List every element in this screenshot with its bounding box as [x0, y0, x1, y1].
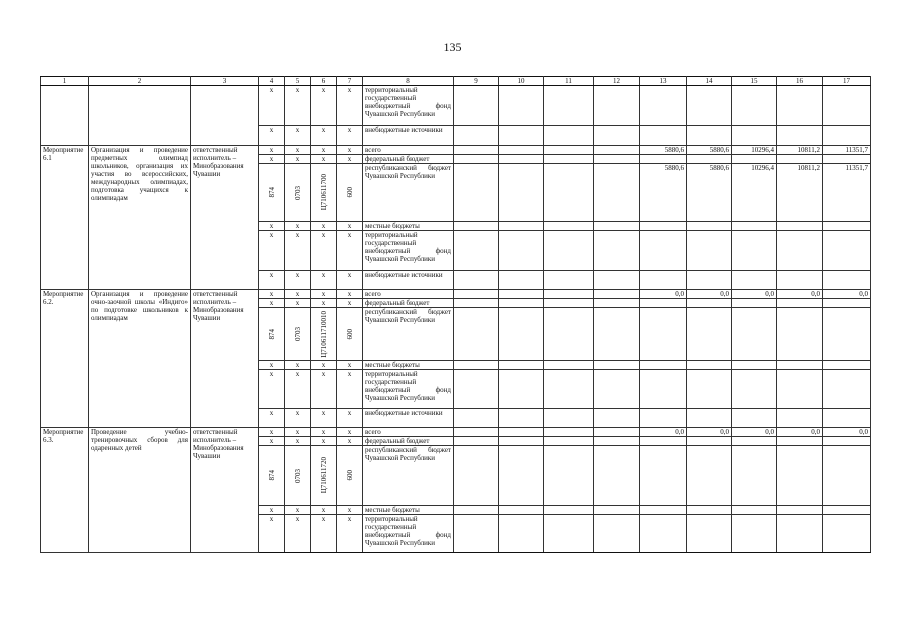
activity-description: Проведение учебно-тренировочных сборов для одаренных детей: [89, 428, 191, 553]
source-label: территориальный государственный внебюджетный фонд Чувашской Республики: [363, 370, 454, 409]
value-cell: 5880,6: [687, 146, 732, 155]
source-label: федеральный бюджет: [363, 299, 454, 308]
source-label: всего: [363, 146, 454, 155]
value-cell: 0,0: [732, 428, 777, 437]
value-cell: 0,0: [823, 428, 871, 437]
grbs-code: 874: [267, 187, 276, 198]
table-row: x x x x территориальный государственный внебюджетный фонд Чувашской Республики: [41, 231, 871, 271]
table-row: x x x x местные бюджеты: [41, 361, 871, 370]
value-cell: 11351,7: [823, 164, 871, 222]
value-cell: 11351,7: [823, 146, 871, 155]
source-label: федеральный бюджет: [363, 155, 454, 164]
value-cell: 0,0: [640, 428, 687, 437]
activity-name: Мероприятие 6.1: [41, 146, 89, 290]
source-label: территориальный государственный внебюджетный фонд Чувашской Республики: [363, 231, 454, 271]
expense-type-code: 600: [345, 328, 354, 340]
value-cell: 0,0: [687, 428, 732, 437]
value-cell: 5880,6: [640, 164, 687, 222]
section-code: 0703: [293, 468, 302, 483]
header-cell: 13: [640, 77, 687, 86]
header-cell: 6: [311, 77, 337, 86]
header-cell: 4: [259, 77, 285, 86]
executor: ответственный исполнитель – Минобразования Чувашии: [191, 146, 259, 290]
section-code: 0703: [293, 185, 302, 200]
value-cell: 5880,6: [687, 164, 732, 222]
table-row: x x x x федеральный бюджет: [41, 155, 871, 164]
table-row: x x x x внебюджетные источники: [41, 409, 871, 428]
source-label: республиканский бюджет Чувашской Республики: [363, 164, 454, 222]
header-cell: 11: [544, 77, 594, 86]
target-article-code: Ц710611700: [319, 174, 328, 211]
value-cell: 10811,2: [777, 146, 823, 155]
table-row: x x x x внебюджетные источники: [41, 126, 871, 146]
table-row: x x x x местные бюджеты: [41, 222, 871, 231]
value-cell: 10296,4: [732, 146, 777, 155]
source-label: всего: [363, 290, 454, 299]
header-cell: 12: [594, 77, 640, 86]
header-cell: 10: [499, 77, 544, 86]
header-cell: 14: [687, 77, 732, 86]
source-label: местные бюджеты: [363, 222, 454, 231]
source-label: внебюджетные источники: [363, 409, 454, 428]
table-row: x x x x федеральный бюджет: [41, 299, 871, 308]
value-cell: 0,0: [640, 290, 687, 299]
page-number: 135: [443, 40, 462, 54]
header-cell: 17: [823, 77, 871, 86]
target-article-code: Ц710611710010: [319, 310, 328, 358]
value-cell: 0,0: [823, 290, 871, 299]
header-cell: 5: [285, 77, 311, 86]
header-cell: 7: [337, 77, 363, 86]
table-row: x x x x территориальный государственный внебюджетный фонд Чувашской Республики: [41, 515, 871, 553]
header-cell: 16: [777, 77, 823, 86]
header-row: [41, 77, 871, 86]
value-cell: 0,0: [777, 428, 823, 437]
table-row: x x x x местные бюджеты: [41, 506, 871, 515]
expense-type-code: 600: [345, 470, 354, 481]
activity-description: Организация и проведение очно-заочной школы «Индиго» по подготовке школьников к олимпиадам: [89, 290, 191, 428]
header-cell: 8: [363, 77, 454, 86]
program-table: [40, 76, 871, 553]
expense-type-code: 600: [345, 187, 354, 198]
activity-name: Мероприятие 6.3.: [41, 428, 89, 553]
executor: ответственный исполнитель – Минобразования Чувашии: [191, 290, 259, 428]
table-row: Мероприятие 6.2. Организация и проведение очно-заочной школы «Индиго» по подготовке школьников к олимпиадам ответственный исполнитель – Минобразования Чувашии x x x x всего 0,0 0,0 0,0 0,0 0,0: [41, 290, 871, 299]
source-label: территориальный государственный внебюджетный фонд Чувашской Республики: [363, 86, 454, 126]
source-label: внебюджетные источники: [363, 271, 454, 290]
grbs-code: 874: [267, 328, 276, 340]
header-cell: 3: [191, 77, 259, 86]
source-label: федеральный бюджет: [363, 437, 454, 446]
header-cell: 2: [89, 77, 191, 86]
grbs-code: 874: [267, 470, 276, 481]
source-label: местные бюджеты: [363, 506, 454, 515]
source-label: республиканский бюджет Чувашской Республики: [363, 446, 454, 506]
activity-name: Мероприятие 6.2.: [41, 290, 89, 428]
value-cell: 5880,6: [640, 146, 687, 155]
activity-description: Организация и проведение предметных олимпиад школьников, организация их участия во всероссийских, международных олимпиадах, подготовка учащихся к олимпиадам: [89, 146, 191, 290]
value-cell: 10811,2: [777, 164, 823, 222]
header-cell: 9: [454, 77, 499, 86]
source-label: внебюджетные источники: [363, 126, 454, 146]
header-cell: 15: [732, 77, 777, 86]
value-cell: 10296,4: [732, 164, 777, 222]
value-cell: 0,0: [777, 290, 823, 299]
table-row: x x x x территориальный государственный внебюджетный фонд Чувашской Республики: [41, 370, 871, 409]
source-label: местные бюджеты: [363, 361, 454, 370]
value-cell: 0,0: [687, 290, 732, 299]
table-row: x x x x территориальный государственный внебюджетный фонд Чувашской Республики: [41, 86, 871, 126]
source-label: всего: [363, 428, 454, 437]
target-article-code: Ц710611720: [319, 457, 328, 494]
table-row: x x x x федеральный бюджет: [41, 437, 871, 446]
table-row: x x x x внебюджетные источники: [41, 271, 871, 290]
source-label: республиканский бюджет Чувашской Республики: [363, 308, 454, 361]
table-row: Мероприятие 6.1 Организация и проведение предметных олимпиад школьников, организация их участия во всероссийских, международных олимпиадах, подготовка учащихся к олимпиадам ответственный исполнитель – Минобразования Чувашии x x x x всего 5880,6 5880,6 10296,4 10811,2 11351,7: [41, 146, 871, 155]
table-row: Мероприятие 6.3. Проведение учебно-тренировочных сборов для одаренных детей ответственный исполнитель – Минобразования Чувашии x x x x всего 0,0 0,0 0,0 0,0 0,0: [41, 428, 871, 437]
executor: ответственный исполнитель – Минобразования Чувашии: [191, 428, 259, 553]
header-cell: 1: [41, 77, 89, 86]
section-code: 0703: [293, 327, 302, 341]
value-cell: 0,0: [732, 290, 777, 299]
source-label: территориальный государственный внебюджетный фонд Чувашской Республики: [363, 515, 454, 553]
